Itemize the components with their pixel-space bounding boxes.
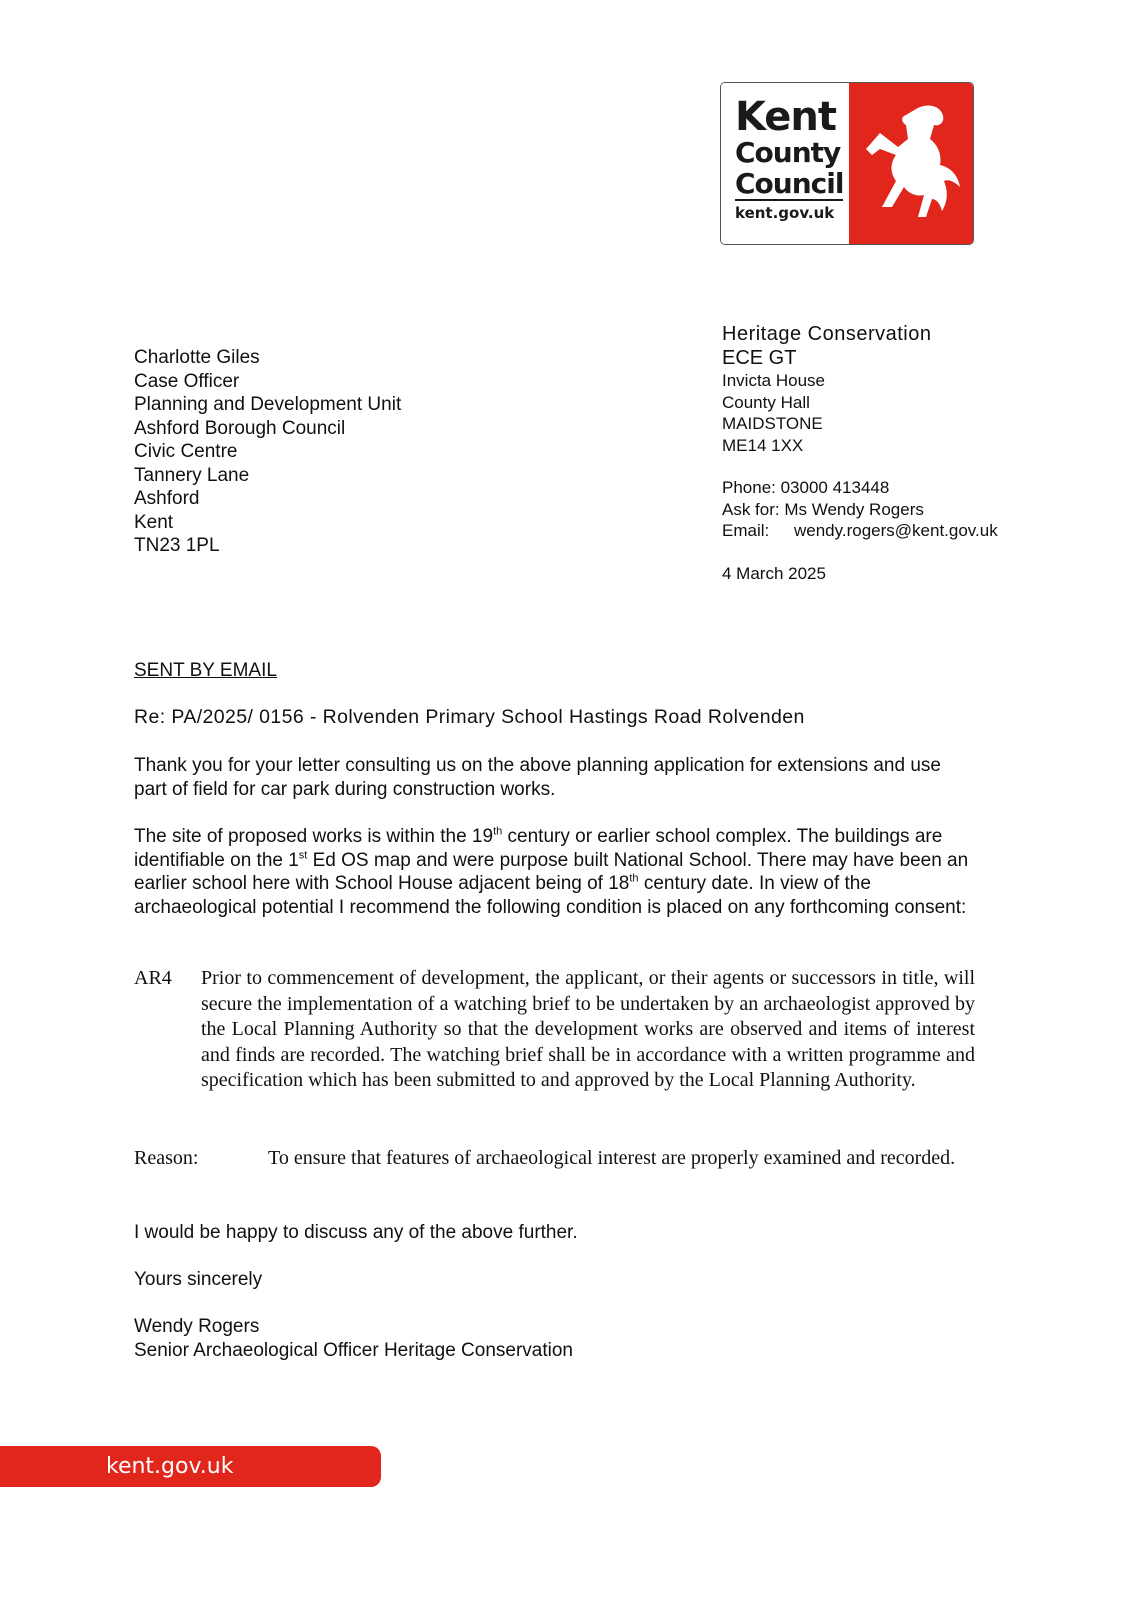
closing-line: I would be happy to discuss any of the above further.: [134, 1222, 578, 1243]
condition-text: Prior to commencement of development, the applicant, or their agents or successors in title, will secure the implementation of a watching brief to be undertaken by an archaeologist approved by the Local Planning Authority so that the development works are observed and items of interest and finds are recorded. The watching brief shall be in accordance with a written programme and specification which has been submitted to and approved by the Local Planning Authority.: [201, 967, 975, 1092]
sender-unit: ECE GT: [722, 347, 797, 369]
reason-label: Reason:: [134, 1147, 199, 1169]
recipient-line: Ashford Borough Council: [134, 417, 346, 439]
sender-dept: Heritage Conservation: [722, 323, 932, 345]
letter-date: 4 March 2025: [722, 563, 826, 583]
recipient-line: Kent: [134, 511, 174, 533]
footer-website[interactable]: kent.gov.uk: [0, 1446, 381, 1487]
superscript: st: [298, 849, 308, 862]
sender-block: [722, 322, 998, 584]
recipient-line: Case Officer: [134, 370, 240, 392]
sender-phone: Phone: 03000 413448: [722, 478, 890, 497]
invicta-horse-icon: [849, 83, 973, 244]
recipient-line: Planning and Development Unit: [134, 394, 402, 415]
recipient-line: Civic Centre: [134, 441, 238, 462]
signer-title: Senior Archaeological Officer Heritage Conservation: [134, 1340, 573, 1361]
sender-address-line: Invicta House: [722, 371, 825, 390]
email-label: Email:: [722, 521, 770, 540]
logo-url: kent.gov.uk: [735, 204, 835, 222]
sender-email[interactable]: wendy.rogers@kent.gov.uk: [794, 521, 998, 540]
text: century date. In view of the archaeological potential I recommend the following condition is placed on any forthcoming consent:: [134, 873, 967, 918]
superscript: th: [493, 825, 503, 838]
recipient-line: Charlotte Giles: [134, 347, 260, 368]
sender-address-line: MAIDSTONE: [722, 414, 823, 433]
sender-address-line: ME14 1XX: [722, 435, 804, 455]
sender-address-line: County Hall: [722, 392, 810, 412]
signer-name: Wendy Rogers: [134, 1316, 260, 1337]
text: century or earlier school complex. The buildings are identifiable on the 1: [134, 826, 943, 871]
text: The site of proposed works is within the 19: [134, 826, 494, 847]
sender-ask-for: Ask for: Ms Wendy Rogers: [722, 499, 924, 519]
logo-text: Kent: [735, 94, 837, 140]
recipient-line: TN23 1PL: [134, 535, 220, 556]
paragraph-site: [134, 825, 969, 919]
sent-by-email: SENT BY EMAIL: [134, 660, 277, 681]
recipient-block: [134, 346, 401, 558]
subject-line: Re: PA/2025/ 0156 - Rolvenden Primary School Hastings Road Rolvenden: [134, 706, 805, 728]
recipient-line: Ashford: [134, 488, 200, 509]
signoff: Yours sincerely: [134, 1269, 263, 1290]
paragraph-consultation: Thank you for your letter consulting us on the above planning application for extensions and use part of field for car park during construction works.: [134, 755, 941, 800]
recipient-line: Tannery Lane: [134, 464, 250, 486]
reason-text: To ensure that features of archaeological interest are properly examined and recorded.: [268, 1147, 956, 1169]
condition-code: AR4: [134, 967, 172, 989]
logo-text: County: [735, 136, 841, 169]
logo-text: Council: [735, 167, 844, 200]
superscript: th: [629, 872, 639, 885]
kent-county-council-logo: [720, 82, 974, 245]
text: Ed OS map and were purpose built National School. There may have been an earlier school here with School House adjacent being of 18: [134, 849, 969, 894]
